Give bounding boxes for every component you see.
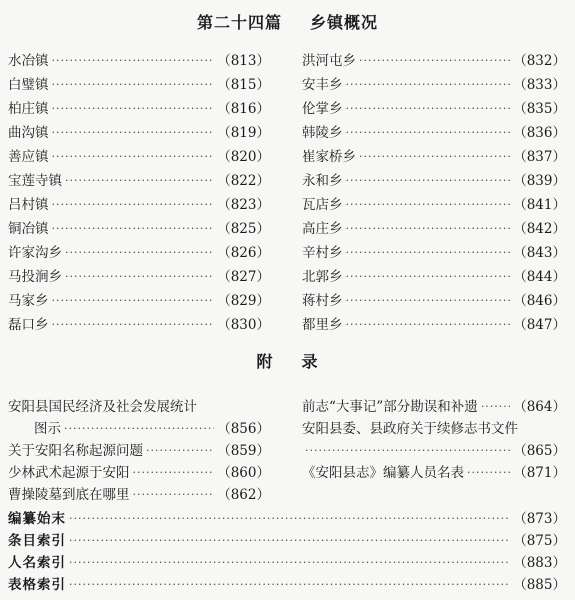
toc-entry[interactable]: 条目索引 ····· （875）: [8, 530, 566, 552]
toc-entry[interactable]: 瓦店乡 ····· （841）: [302, 194, 566, 216]
page-number: （841）: [513, 197, 566, 213]
leader-dots: [346, 74, 511, 96]
page-number: （836）: [513, 125, 566, 141]
page-number: （842）: [513, 221, 566, 237]
toc-entry[interactable]: 少林武术起源于安阳 ····· （860）: [8, 462, 270, 484]
page-number: （856）: [217, 421, 270, 437]
toc-entry[interactable]: 编纂始末 ····· （873）: [8, 508, 566, 530]
toc-entry[interactable]: 水冶镇 ····· （813）: [8, 50, 270, 72]
toc-entry[interactable]: 柏庄镇 ····· （816）: [8, 98, 270, 120]
page-number: （875）: [513, 533, 566, 549]
page-number: （827）: [217, 269, 270, 285]
page-number: （885）: [513, 577, 566, 593]
leader-dots: [69, 508, 510, 530]
toc-entry[interactable]: 曹操陵墓到底在哪里 ····· （862）: [8, 484, 270, 506]
leader-dots: [65, 170, 214, 192]
page-number: （823）: [217, 197, 270, 213]
toc-entry[interactable]: 铜冶镇 ····· （825）: [8, 218, 270, 240]
page-number: （871）: [513, 465, 566, 481]
toc-entry[interactable]: 洪河屯乡 ····· （832）: [302, 50, 566, 72]
leader-dots: [346, 98, 511, 120]
leader-dots: [133, 484, 215, 506]
page-number: （839）: [513, 173, 566, 189]
page-number: （822）: [217, 173, 270, 189]
leader-dots: [65, 266, 214, 288]
page-number: （859）: [217, 443, 270, 459]
page-number: （865）: [513, 443, 566, 459]
page-number: （826）: [217, 245, 270, 261]
toc-entry[interactable]: 高庄乡 ····· （842）: [302, 218, 566, 240]
toc-entry[interactable]: 北郭乡 ····· （844）: [302, 266, 566, 288]
page-number: （843）: [513, 245, 566, 261]
leader-dots: [52, 98, 215, 120]
leader-dots: [346, 242, 511, 264]
leader-dots: [65, 242, 214, 264]
toc-entry[interactable]: 图示 ····· （856）: [34, 418, 270, 440]
page-number: （864）: [513, 399, 566, 415]
toc-entry[interactable]: 关于安阳名称起源问题 ····· （859）: [8, 440, 270, 462]
page-number: （860）: [217, 465, 270, 481]
leader-dots: [346, 170, 511, 192]
leader-dots: [481, 396, 510, 418]
toc-entry[interactable]: 马家乡 ····· （829）: [8, 290, 270, 312]
leader-dots: [52, 314, 215, 336]
leader-dots: [52, 290, 215, 312]
toc-entry[interactable]: 善应镇 ····· （820）: [8, 146, 270, 168]
toc-entry[interactable]: 宝莲寺镇 ····· （822）: [8, 170, 270, 192]
section-part: 第二十四篇: [196, 13, 282, 32]
toc-entry[interactable]: 表格索引 ····· （885）: [8, 574, 566, 596]
leader-dots: [52, 146, 215, 168]
leader-dots: [346, 290, 511, 312]
page-number: （873）: [513, 511, 566, 527]
page-number: （820）: [217, 149, 270, 165]
section-name: 乡镇概况: [310, 13, 379, 32]
toc-entry[interactable]: 安阳县国民经济及社会发展统计: [8, 399, 197, 415]
toc-entry[interactable]: 韩陵乡 ····· （836）: [302, 122, 566, 144]
toc-entry[interactable]: 安丰乡 ····· （833）: [302, 74, 566, 96]
leader-dots: [359, 50, 510, 72]
toc-entry[interactable]: 前志“大事记”部分勘误和补遗 ····· （864）: [302, 396, 566, 418]
leader-dots: [52, 218, 215, 240]
page-number: （847）: [513, 317, 566, 333]
page-number: （862）: [217, 487, 270, 503]
page-number: （819）: [217, 125, 270, 141]
leader-dots: [346, 122, 511, 144]
page-number: （825）: [217, 221, 270, 237]
leader-dots: [346, 266, 511, 288]
leader-dots: [346, 218, 511, 240]
leader-dots: [467, 462, 510, 484]
page-number: （837）: [513, 149, 566, 165]
toc-entry[interactable]: 崔家桥乡 ····· （837）: [302, 146, 566, 168]
page-number: （815）: [217, 77, 270, 93]
appendix-heading: 附 录: [256, 352, 319, 371]
toc-entry[interactable]: 蒋村乡 ····· （846）: [302, 290, 566, 312]
page-number: （835）: [513, 101, 566, 117]
toc-entry[interactable]: 人名索引 ····· （883）: [8, 552, 566, 574]
page-number: （816）: [217, 101, 270, 117]
toc-entry[interactable]: 都里乡 ····· （847）: [302, 314, 566, 336]
leader-dots: [64, 418, 214, 440]
toc-entry[interactable]: 安阳县委、县政府关于续修志书文件: [302, 421, 518, 437]
toc-entry[interactable]: 吕村镇 ····· （823）: [8, 194, 270, 216]
leader-dots: [346, 314, 511, 336]
toc-entry-continuation[interactable]: [302, 440, 566, 462]
page-number: （844）: [513, 269, 566, 285]
leader-dots: [69, 552, 510, 574]
toc-entry[interactable]: 《安阳县志》编纂人员名表 ····· （871）: [302, 462, 566, 484]
leader-dots: [69, 574, 510, 596]
toc-entry[interactable]: 伦掌乡 ····· （835）: [302, 98, 566, 120]
page-number: （830）: [217, 317, 270, 333]
leader-dots: [52, 74, 215, 96]
leader-dots: [52, 122, 215, 144]
toc-entry[interactable]: 磊口乡 ····· （830）: [8, 314, 270, 336]
page-number: （883）: [513, 555, 566, 571]
leader-dots: [305, 440, 510, 462]
page-number: （829）: [217, 293, 270, 309]
toc-entry[interactable]: 辛村乡 ····· （843）: [302, 242, 566, 264]
page-number: （813）: [217, 53, 270, 69]
toc-entry[interactable]: 马投涧乡 ····· （827）: [8, 266, 270, 288]
toc-entry[interactable]: 白璧镇 ····· （815）: [8, 74, 270, 96]
toc-entry[interactable]: 许家沟乡 ····· （826）: [8, 242, 270, 264]
leader-dots: [346, 194, 511, 216]
leader-dots: [133, 462, 215, 484]
leader-dots: [359, 146, 510, 168]
toc-entry[interactable]: 曲沟镇 ····· （819）: [8, 122, 270, 144]
leader-dots: [146, 440, 214, 462]
page-number: （833）: [513, 77, 566, 93]
toc-entry[interactable]: 永和乡 ····· （839）: [302, 170, 566, 192]
section-heading: [0, 10, 575, 33]
leader-dots: [69, 530, 510, 552]
leader-dots: [52, 50, 215, 72]
leader-dots: [52, 194, 215, 216]
page-number: （846）: [513, 293, 566, 309]
page-number: （832）: [513, 53, 566, 69]
